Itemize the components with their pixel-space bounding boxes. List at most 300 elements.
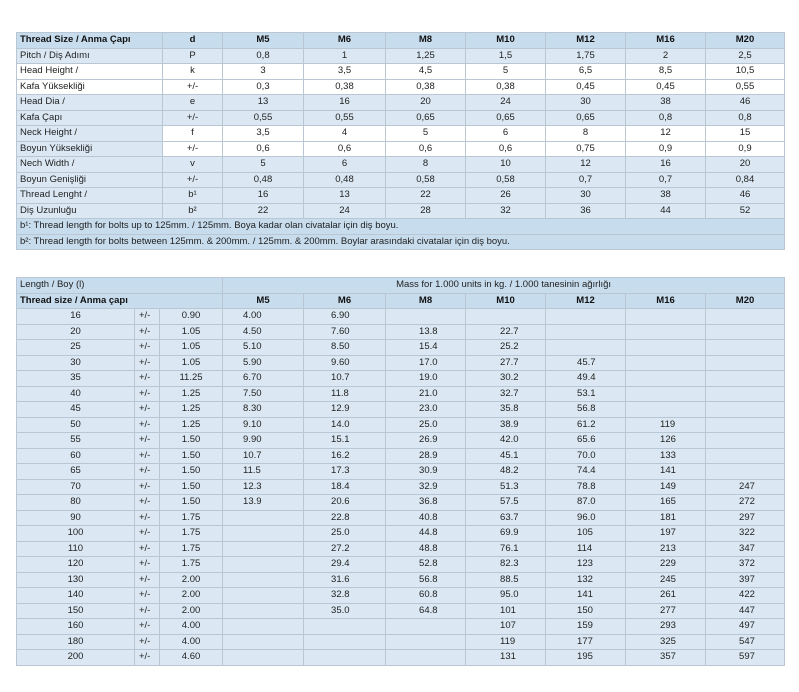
mass-value [223,510,304,526]
mass-value [626,355,706,371]
mass-value [626,386,706,402]
dimension-value: 13 [223,95,304,111]
dimension-value: 0,7 [546,172,626,188]
mass-value [626,371,706,387]
tolerance-sign: +/- [135,309,160,325]
dimension-symbol: b² [163,203,223,219]
dimensions-table [16,32,785,250]
mass-value: 74.4 [546,464,626,480]
dimension-value: 0,38 [466,79,546,95]
mass-value: 11.5 [223,464,304,480]
dimension-value: 30 [546,95,626,111]
mass-row [17,541,785,557]
dimension-value: 6 [304,157,386,173]
tolerance-value: 4.60 [160,650,223,666]
dimension-value: 1 [304,48,386,64]
dimension-symbol: f [163,126,223,142]
tolerance-value: 1.50 [160,479,223,495]
mass-value: 36.8 [386,495,466,511]
tolerance-sign: +/- [135,386,160,402]
mass-value [546,340,626,356]
mass-value [386,309,466,325]
mass-value [386,634,466,650]
mass-value [706,448,785,464]
dimensions-column-header: M8 [386,33,466,49]
mass-value [386,619,466,635]
mass-value [304,619,386,635]
mass-row [17,448,785,464]
dimension-value: 1,25 [386,48,466,64]
tolerance-value: 1.25 [160,402,223,418]
mass-value: 35.0 [304,603,386,619]
mass-row [17,619,785,635]
dimension-value: 0,84 [706,172,785,188]
dimensions-column-header: M20 [706,33,785,49]
mass-value: 131 [466,650,546,666]
mass-value: 22.7 [466,324,546,340]
mass-value: 213 [626,541,706,557]
dimension-value: 3,5 [223,126,304,142]
mass-value: 165 [626,495,706,511]
dimensions-column-header: M10 [466,33,546,49]
tolerance-value: 4.00 [160,619,223,635]
mass-value: 141 [626,464,706,480]
dimensions-row [17,95,785,111]
tolerance-sign: +/- [135,402,160,418]
mass-value: 422 [706,588,785,604]
dimension-value: 0,38 [304,79,386,95]
mass-value: 10.7 [223,448,304,464]
mass-value: 32.8 [304,588,386,604]
mass-value [706,355,785,371]
mass-value: 22.8 [304,510,386,526]
tolerance-value: 11.25 [160,371,223,387]
dimensions-column-header: Thread Size / Anma Çapı [17,33,163,49]
mass-value: 15.4 [386,340,466,356]
mass-value: 32.7 [466,386,546,402]
mass-value: 7.60 [304,324,386,340]
mass-title-row [17,278,785,294]
mass-value: 293 [626,619,706,635]
mass-value [223,634,304,650]
tolerance-sign: +/- [135,340,160,356]
mass-value: 27.7 [466,355,546,371]
mass-value [223,541,304,557]
length-value: 30 [17,355,135,371]
dimension-value: 0,6 [466,141,546,157]
mass-value: 150 [546,603,626,619]
mass-value: 347 [706,541,785,557]
dimension-value: 4,5 [386,64,466,80]
dimension-value: 16 [304,95,386,111]
mass-row [17,324,785,340]
mass-value [706,417,785,433]
dimensions-row [17,48,785,64]
dimension-value: 6,5 [546,64,626,80]
mass-value: 64.8 [386,603,466,619]
mass-value: 38.9 [466,417,546,433]
dimensions-header-row [17,33,785,49]
mass-value: 10.7 [304,371,386,387]
dimension-value: 0,6 [304,141,386,157]
mass-header-row [17,293,785,309]
mass-value: 45.1 [466,448,546,464]
tolerance-value: 1.25 [160,386,223,402]
dimension-value: 0,45 [546,79,626,95]
mass-value: 105 [546,526,626,542]
dimension-value: 0,48 [223,172,304,188]
dimension-value: 46 [706,95,785,111]
dimension-symbol: +/- [163,110,223,126]
mass-value: 245 [626,572,706,588]
dimension-value: 0,65 [386,110,466,126]
mass-value: 229 [626,557,706,573]
tolerance-sign: +/- [135,324,160,340]
mass-value: 13.8 [386,324,466,340]
mass-value: 21.0 [386,386,466,402]
tolerance-value: 1.75 [160,557,223,573]
tolerance-sign: +/- [135,588,160,604]
mass-column-header: M6 [304,293,386,309]
mass-value [223,588,304,604]
dimension-value: 30 [546,188,626,204]
mass-value: 48.8 [386,541,466,557]
mass-value: 9.10 [223,417,304,433]
mass-value [706,402,785,418]
dimension-value: 0,58 [466,172,546,188]
dimension-value: 22 [386,188,466,204]
mass-value: 17.3 [304,464,386,480]
dimension-value: 8 [546,126,626,142]
dimension-value: 13 [304,188,386,204]
dimensions-row [17,157,785,173]
mass-value: 357 [626,650,706,666]
mass-value [223,619,304,635]
mass-value: 20.6 [304,495,386,511]
tolerance-value: 1.50 [160,448,223,464]
dimension-symbol: v [163,157,223,173]
length-value: 25 [17,340,135,356]
dimensions-row [17,203,785,219]
dimension-value: 20 [706,157,785,173]
mass-value: 159 [546,619,626,635]
mass-value: 18.4 [304,479,386,495]
dimension-label: Kafa Çapı [17,110,163,126]
tolerance-sign: +/- [135,541,160,557]
mass-value: 322 [706,526,785,542]
mass-value [706,433,785,449]
dimension-value: 0,55 [706,79,785,95]
dimension-value: 22 [223,203,304,219]
length-value: 160 [17,619,135,635]
dimension-value: 1,5 [466,48,546,64]
dimension-value: 12 [546,157,626,173]
mass-row [17,588,785,604]
tolerance-value: 1.05 [160,324,223,340]
length-value: 110 [17,541,135,557]
dimension-value: 36 [546,203,626,219]
length-value: 16 [17,309,135,325]
mass-value: 547 [706,634,785,650]
tolerance-value: 2.00 [160,603,223,619]
mass-value: 82.3 [466,557,546,573]
dimensions-column-header: M5 [223,33,304,49]
length-value: 70 [17,479,135,495]
mass-value: 44.8 [386,526,466,542]
mass-value: 4.50 [223,324,304,340]
mass-value [223,572,304,588]
tolerance-sign: +/- [135,526,160,542]
tolerance-sign: +/- [135,464,160,480]
mass-value [626,324,706,340]
dimensions-note-row [17,234,785,250]
dimension-value: 0,55 [223,110,304,126]
dimension-value: 0,48 [304,172,386,188]
length-value: 100 [17,526,135,542]
dimension-label: Boyun Yüksekliği [17,141,163,157]
mass-value: 181 [626,510,706,526]
length-label: Length / Boy (l) [17,278,223,294]
dimension-value: 0,65 [466,110,546,126]
mass-value: 6.70 [223,371,304,387]
tolerance-value: 1.05 [160,355,223,371]
dimension-value: 38 [626,188,706,204]
dimension-value: 5 [223,157,304,173]
mass-value: 32.9 [386,479,466,495]
mass-row [17,464,785,480]
mass-value: 5.90 [223,355,304,371]
tolerance-sign: +/- [135,634,160,650]
mass-value [304,650,386,666]
mass-value: 87.0 [546,495,626,511]
dimension-value: 10 [466,157,546,173]
mass-value: 197 [626,526,706,542]
dimension-label: Head Height / [17,64,163,80]
length-value: 90 [17,510,135,526]
tolerance-sign: +/- [135,557,160,573]
mass-value: 45.7 [546,355,626,371]
tolerance-sign: +/- [135,495,160,511]
dimensions-row [17,64,785,80]
length-value: 45 [17,402,135,418]
dimensions-column-header: d [163,33,223,49]
mass-value [223,557,304,573]
dimensions-row [17,110,785,126]
thread-length-note: b²: Thread length for bolts between 125mm. & 200mm. / 125mm. & 200mm. Boylar arasındaki civatalar için diş boyu. [17,234,785,250]
mass-value: 126 [626,433,706,449]
dimension-value: 5 [386,126,466,142]
dimension-value: 0,8 [706,110,785,126]
mass-value: 25.0 [304,526,386,542]
mass-value [626,402,706,418]
mass-value: 247 [706,479,785,495]
mass-value: 30.9 [386,464,466,480]
mass-value: 19.0 [386,371,466,387]
mass-value: 7.50 [223,386,304,402]
mass-value: 25.2 [466,340,546,356]
mass-value: 28.9 [386,448,466,464]
mass-value: 597 [706,650,785,666]
dimension-symbol: +/- [163,79,223,95]
mass-row [17,557,785,573]
thread-length-note: b¹: Thread length for bolts up to 125mm. / 125mm. Boya kadar olan civatalar için diş boyu. [17,219,785,235]
tolerance-sign: +/- [135,355,160,371]
mass-value [706,340,785,356]
mass-value: 447 [706,603,785,619]
dimension-label: Pitch / Diş Adımı [17,48,163,64]
dimensions-row [17,172,785,188]
mass-column-header: M5 [223,293,304,309]
length-value: 200 [17,650,135,666]
mass-value: 26.9 [386,433,466,449]
mass-value: 261 [626,588,706,604]
tolerance-sign: +/- [135,479,160,495]
dimension-value: 46 [706,188,785,204]
dimensions-row [17,79,785,95]
dimension-label: Thread Lenght / [17,188,163,204]
mass-value: 60.8 [386,588,466,604]
tolerance-sign: +/- [135,619,160,635]
length-value: 140 [17,588,135,604]
mass-value [706,309,785,325]
tolerance-sign: +/- [135,510,160,526]
mass-column-header: M20 [706,293,785,309]
mass-value: 27.2 [304,541,386,557]
dimension-label: Head Dia / [17,95,163,111]
mass-value: 31.6 [304,572,386,588]
mass-value: 149 [626,479,706,495]
dimension-value: 0,6 [223,141,304,157]
mass-row [17,355,785,371]
mass-value: 96.0 [546,510,626,526]
dimension-value: 24 [304,203,386,219]
length-value: 130 [17,572,135,588]
dimension-value: 0,3 [223,79,304,95]
mass-value: 30.2 [466,371,546,387]
tolerance-sign: +/- [135,572,160,588]
mass-value: 15.1 [304,433,386,449]
dimension-symbol: +/- [163,141,223,157]
mass-value: 29.4 [304,557,386,573]
mass-value: 63.7 [466,510,546,526]
mass-value [223,650,304,666]
length-value: 50 [17,417,135,433]
dimension-value: 0,45 [626,79,706,95]
dimensions-row [17,141,785,157]
dimension-value: 10,5 [706,64,785,80]
mass-value: 35.8 [466,402,546,418]
mass-value: 119 [466,634,546,650]
dimension-value: 0,65 [546,110,626,126]
dimensions-column-header: M16 [626,33,706,49]
mass-value [223,603,304,619]
mass-value: 14.0 [304,417,386,433]
mass-value: 11.8 [304,386,386,402]
dimension-value: 0,8 [223,48,304,64]
mass-value: 95.0 [466,588,546,604]
tolerance-sign: +/- [135,433,160,449]
mass-value: 133 [626,448,706,464]
dimension-value: 44 [626,203,706,219]
dimensions-column-header: M12 [546,33,626,49]
length-value: 20 [17,324,135,340]
mass-row [17,479,785,495]
length-value: 80 [17,495,135,511]
mass-value: 52.8 [386,557,466,573]
dimension-value: 16 [223,188,304,204]
mass-value: 325 [626,634,706,650]
mass-value [706,371,785,387]
mass-value: 101 [466,603,546,619]
mass-row [17,526,785,542]
dimension-value: 2,5 [706,48,785,64]
mass-value: 40.8 [386,510,466,526]
mass-value: 297 [706,510,785,526]
mass-value: 123 [546,557,626,573]
dimension-value: 16 [626,157,706,173]
mass-value [626,309,706,325]
tolerance-value: 1.75 [160,541,223,557]
mass-value: 132 [546,572,626,588]
dimension-value: 0,8 [626,110,706,126]
mass-value [546,324,626,340]
dimensions-row [17,188,785,204]
mass-value: 17.0 [386,355,466,371]
tolerance-value: 1.25 [160,417,223,433]
dimension-value: 15 [706,126,785,142]
mass-value: 16.2 [304,448,386,464]
mass-value: 65.6 [546,433,626,449]
mass-value: 70.0 [546,448,626,464]
dimension-value: 12 [626,126,706,142]
tolerance-value: 2.00 [160,588,223,604]
tolerance-value: 1.50 [160,464,223,480]
dimension-value: 0,9 [626,141,706,157]
dimension-label: Boyun Genişliği [17,172,163,188]
dimensions-row [17,126,785,142]
mass-column-header: M12 [546,293,626,309]
tolerance-sign: +/- [135,603,160,619]
mass-value: 51.3 [466,479,546,495]
dimension-value: 28 [386,203,466,219]
mass-table [16,277,785,666]
mass-value [386,650,466,666]
dimension-value: 2 [626,48,706,64]
dimension-value: 0,9 [706,141,785,157]
mass-value: 13.9 [223,495,304,511]
mass-value: 61.2 [546,417,626,433]
mass-row [17,650,785,666]
mass-value: 49.4 [546,371,626,387]
mass-column-header: M16 [626,293,706,309]
mass-value [626,340,706,356]
dimension-value: 0,58 [386,172,466,188]
dimension-value: 20 [386,95,466,111]
mass-value: 9.60 [304,355,386,371]
mass-column-header: Thread size / Anma çapı [17,293,223,309]
dimension-value: 0,38 [386,79,466,95]
tolerance-value: 1.75 [160,510,223,526]
dimension-label: Nech Width / [17,157,163,173]
mass-value: 56.8 [386,572,466,588]
mass-value: 372 [706,557,785,573]
tolerance-value: 1.50 [160,433,223,449]
mass-value: 9.90 [223,433,304,449]
dimension-value: 38 [626,95,706,111]
dimension-value: 24 [466,95,546,111]
mass-value: 42.0 [466,433,546,449]
mass-column-header: M10 [466,293,546,309]
